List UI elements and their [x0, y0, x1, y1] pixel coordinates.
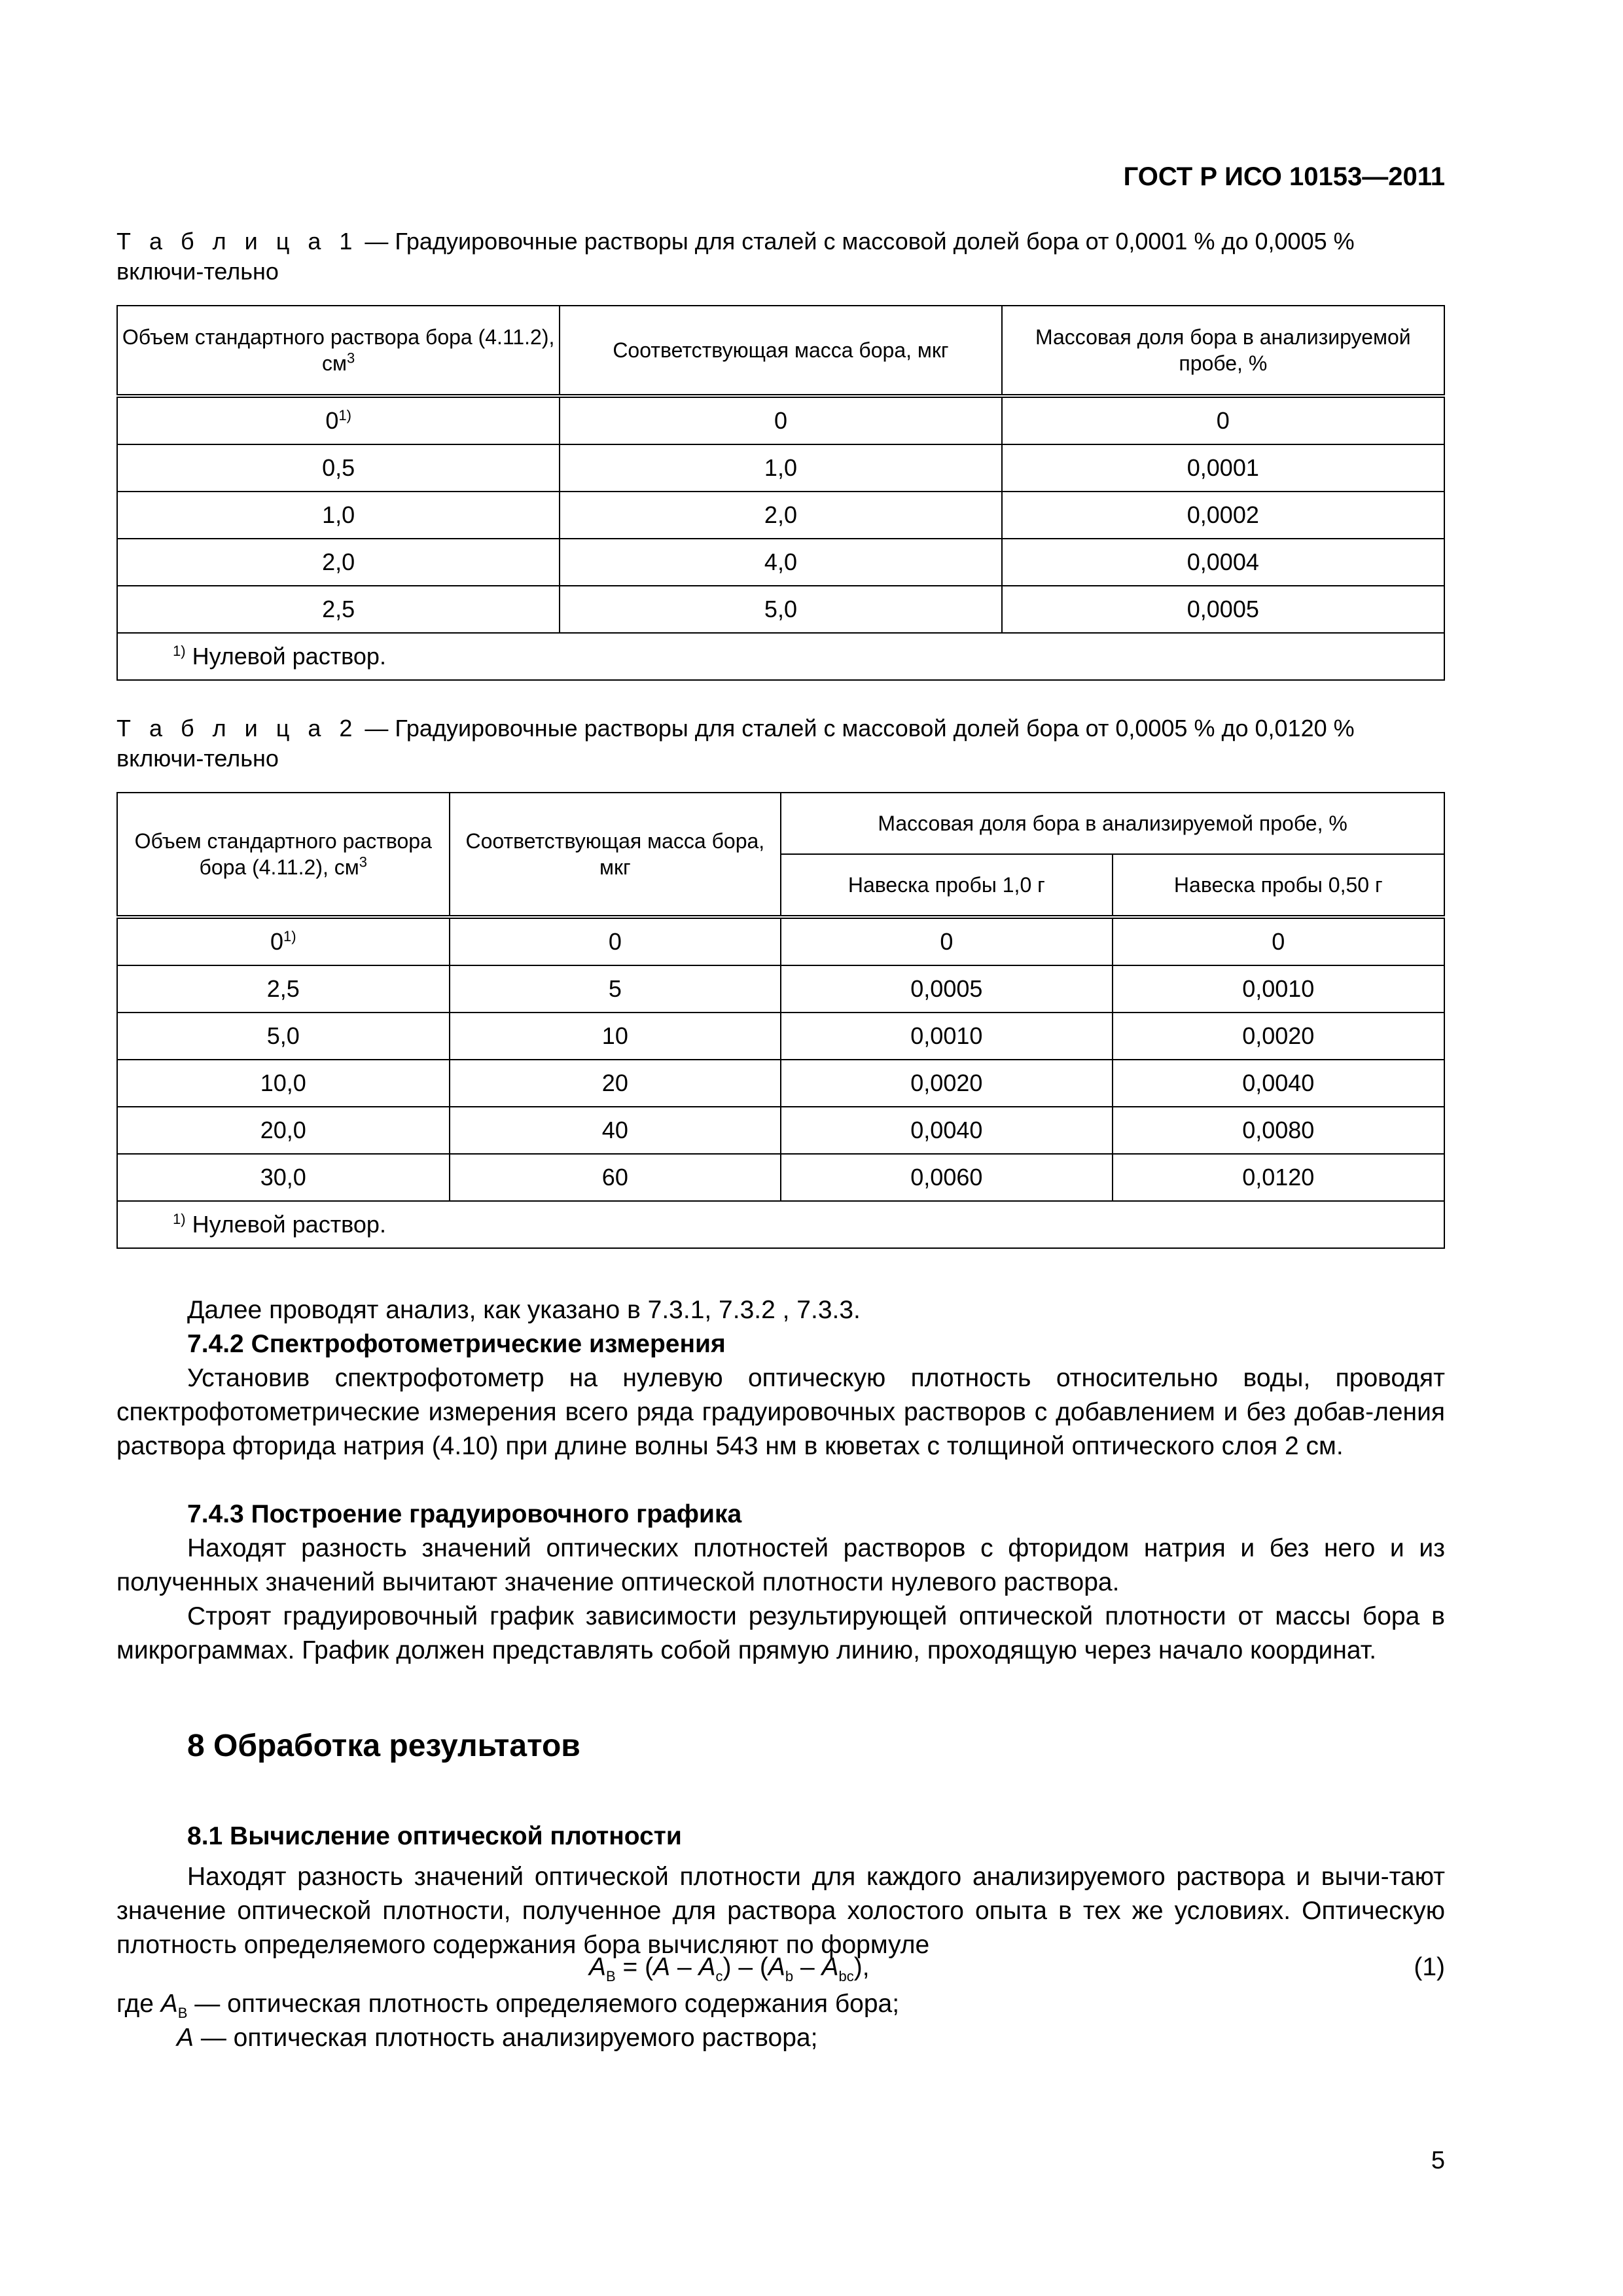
table1-footnote: $^{1)}$ Нулевой раствор. [117, 633, 1444, 680]
paragraph-7-4-2: Установив спектрофотометр на нулевую оптическую плотность относительно воды, проводят спектрофотометрические измерения всего ряда градуировочных растворов с добавлением и без добав-ления раствора фторида натрия (4.10) при длине волны 543 нм в кюветах с толщиной оптического слоя 2 см. [116, 1364, 1445, 1460]
heading-8-1: 8.1 Вычисление оптической плотности [187, 1822, 682, 1850]
formula-1: $A_B = (A - A_c) - (A_b - A_{bc})$, [589, 1953, 870, 1984]
table-cell: 0,0010 [1113, 965, 1444, 1013]
table2-caption-text: — Градуировочные растворы для сталей с массовой долей бора от 0,0005 % до 0,0120 % включи-тельно [116, 715, 1355, 772]
table-cell: 2,5 [117, 586, 560, 633]
table-cell: 0,0060 [781, 1154, 1112, 1201]
table-cell: 0 [1002, 396, 1444, 444]
table-cell: 1,0 [560, 444, 1001, 492]
table-cell: 0 [560, 396, 1001, 444]
table-cell: 30,0 [117, 1154, 450, 1201]
table2-footnote: $^{1)}$ Нулевой раствор. [117, 1201, 1444, 1248]
table-cell: 5 [450, 965, 781, 1013]
table-cell: 0 [1113, 917, 1444, 965]
table-cell: 0,0005 [781, 965, 1112, 1013]
table-cell: 0$^{1)}$ [117, 917, 450, 965]
table-cell: 1,0 [117, 492, 560, 539]
table-cell: 4,0 [560, 539, 1001, 586]
section-8-heading: 8 Обработка результатов [187, 1729, 580, 1763]
table-cell: 5,0 [117, 1013, 450, 1060]
table-cell: 0,0002 [1002, 492, 1444, 539]
table2-caption [116, 713, 1445, 774]
table2-header-row [117, 793, 1444, 854]
table-cell: 0,0010 [781, 1013, 1112, 1060]
paragraph-7-4-3-b: Строят градуировочный график зависимости результирующей оптической плотности от массы бора в микрограммах. График должен представлять собой прямую линию, проходящую через начало координат. [116, 1602, 1445, 1664]
table2-col3-header: Навеска пробы 1,0 г [781, 854, 1112, 917]
table-row [117, 965, 1444, 1013]
table-row [117, 444, 1444, 492]
table-cell: 20 [450, 1060, 781, 1107]
table-cell: 0,0080 [1113, 1107, 1444, 1154]
document-code: ГОСТ Р ИСО 10153—2011 [1123, 162, 1445, 191]
table-cell: 0,0020 [1113, 1013, 1444, 1060]
table-row [117, 1060, 1444, 1107]
page-number: 5 [1431, 2147, 1445, 2174]
table-row [117, 917, 1444, 965]
table-cell: 20,0 [117, 1107, 450, 1154]
table1-header-row [117, 306, 1444, 396]
paragraph-after-tables: Далее проводят анализ, как указано в 7.3.1, 7.3.2 , 7.3.3. [187, 1296, 861, 1324]
table-row [117, 1107, 1444, 1154]
table2-col34-header: Массовая доля бора в анализируемой пробе, % [781, 793, 1444, 854]
table1-footnote-row [117, 633, 1444, 680]
table2-footnote-row [117, 1201, 1444, 1248]
table-row [117, 1154, 1444, 1201]
table-row [117, 586, 1444, 633]
table-cell: 0 [781, 917, 1112, 965]
table1-col2-header: Соответствующая масса бора, мкг [560, 306, 1001, 396]
table-row [117, 539, 1444, 586]
table1-caption [116, 226, 1445, 287]
table1 [116, 305, 1445, 681]
table-cell: 2,0 [117, 539, 560, 586]
where-line-2: A — оптическая плотность анализируемого раствора; [177, 2024, 818, 2052]
table1-col3-header: Массовая доля бора в анализируемой пробе, % [1002, 306, 1444, 396]
table-row [117, 492, 1444, 539]
table-cell: 40 [450, 1107, 781, 1154]
table-cell: 10 [450, 1013, 781, 1060]
table2-caption-prefix: Т а б л и ц а 2 [116, 715, 359, 742]
table-row [117, 396, 1444, 444]
table-cell: 10,0 [117, 1060, 450, 1107]
table-cell: 5,0 [560, 586, 1001, 633]
formula-number: (1) [1414, 1953, 1445, 1981]
table1-caption-text: — Градуировочные растворы для сталей с массовой долей бора от 0,0001 % до 0,0005 % включи-тельно [116, 228, 1355, 285]
table-cell: 60 [450, 1154, 781, 1201]
table2-col1-header: Объем стандартного раствора бора (4.11.2), $см^3$ [117, 793, 450, 917]
table-cell: 2,5 [117, 965, 450, 1013]
heading-7-4-3: 7.4.3 Построение градуировочного графика [187, 1500, 742, 1528]
table-cell: 0,0120 [1113, 1154, 1444, 1201]
paragraph-7-4-3-a: Находят разность значений оптических плотностей растворов с фторидом натрия и без него и из полученных значений вычитают значение оптической плотности нулевого раствора. [116, 1534, 1445, 1596]
table-cell: 2,0 [560, 492, 1001, 539]
table-row [117, 1013, 1444, 1060]
paragraph-8-1: Находят разность значений оптической плотности для каждого анализируемого раствора и вычи-тают значение оптической плотности, полученное для раствора холостого опыта в тех же условиях. Оптическую плотность определяемого содержания бора вычисляют по формуле [116, 1863, 1445, 1959]
table-cell: 0,0040 [781, 1107, 1112, 1154]
table-cell: 0,0004 [1002, 539, 1444, 586]
table1-caption-prefix: Т а б л и ц а 1 [116, 228, 359, 255]
heading-7-4-2: 7.4.2 Спектрофотометрические измерения [187, 1330, 726, 1358]
table-cell: 0$^{1)}$ [117, 396, 560, 444]
table-cell: 0,0005 [1002, 586, 1444, 633]
table2-col2-header: Соответствующая масса бора, мкг [450, 793, 781, 917]
table-cell: 0,5 [117, 444, 560, 492]
table-cell: 0,0001 [1002, 444, 1444, 492]
where-line-1: где $A_B$ — оптическая плотность определяемого содержания бора; [116, 1990, 900, 2021]
table-cell: 0,0040 [1113, 1060, 1444, 1107]
table2 [116, 792, 1445, 1249]
table2-col4-header: Навеска пробы 0,50 г [1113, 854, 1444, 917]
table1-col1-header: Объем стандартного раствора бора (4.11.2), $см^3$ [117, 306, 560, 396]
table-cell: 0 [450, 917, 781, 965]
table-cell: 0,0020 [781, 1060, 1112, 1107]
